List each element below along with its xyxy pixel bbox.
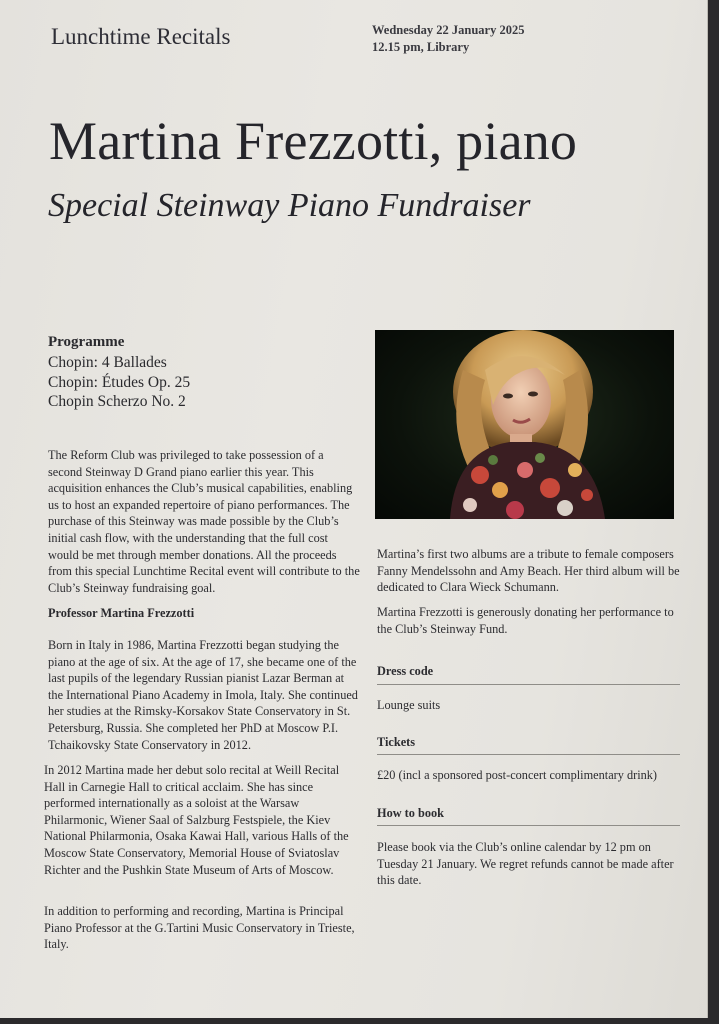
tickets-text: £20 (incl a sponsored post-concert complimentary drink)	[377, 768, 658, 782]
event-datetime	[372, 22, 524, 56]
event-date: Wednesday 22 January 2025	[372, 23, 525, 37]
biography-paragraph: In 2012 Martina made her debut solo recital at Weill Recital Hall in Carnegie Hall to critical acclaim. She has since performed internationally as a soloist at the Warsaw Philarmonic, Wiener Saal of Salzburg Festspiele, the Kiev National Philarmonia, Osaka Kawai Hall, various Halls of the Moscow State Conservatory, Memorial House of Sviatoslav Richter and the Pushkin State Museum of Arts of Moscow.	[44, 763, 349, 877]
programme-list	[48, 353, 190, 412]
programme-item: Chopin Scherzo No. 2	[48, 393, 186, 410]
booking-text: Please book via the Club’s online calendar by 12 pm on Tuesday 21 January. We regret refunds cannot be made after this date.	[377, 840, 674, 888]
programme-item: Chopin: 4 Ballades	[48, 354, 167, 371]
series-title: Lunchtime Recitals	[51, 24, 231, 49]
section-divider	[377, 684, 680, 685]
biography-paragraph: In addition to performing and recording, Martina is Principal Piano Professor at the G.Tartini Music Conservatory in Trieste, Italy.	[44, 904, 355, 952]
programme-item: Chopin: Études Op. 25	[48, 373, 191, 391]
dress-code-text: Lounge suits	[377, 698, 441, 712]
programme-heading: Programme	[48, 334, 125, 350]
event-subtitle: Special Steinway Piano Fundraiser	[48, 187, 531, 224]
performer-photo	[375, 330, 674, 519]
section-divider	[377, 754, 680, 755]
intro-paragraph: The Reform Club was privileged to take possession of a second Steinway D Grand piano earlier this year. This acquisition enhances the Club’s musical capabilities, enabling us to host an expanded repertoire of piano performances. The purchase of this Steinway was made possible by the Club’s initial cash flow, with the understanding that the full cost would be met through member donations. All the proceeds from this special Lunchtime Recital event will contribute to the Club’s Steinway fundraising goal.	[48, 448, 360, 595]
donation-paragraph: Martina Frezzotti is generously donating her performance to the Club’s Steinway Fund.	[377, 605, 674, 636]
event-time-place: 12.15 pm, Library	[372, 40, 470, 54]
dress-code-heading: Dress code	[377, 664, 434, 678]
biography-paragraph: Born in Italy in 1986, Martina Frezzotti began studying the piano at the age of six. At the age of 17, she became one of the last pupils of the legendary Russian pianist Lazar Berman at the International Piano Academy in Imola, Italy. She continued her studies at the Rimsky-Korsakov State Conservatory in St. Petersburg, Russia. She completed her PhD at Moscow P.I. Tchaikovsky State Conservatory in 2012.	[48, 638, 358, 752]
section-divider	[377, 825, 680, 826]
performer-title: Martina Frezzotti, piano	[49, 111, 578, 171]
tickets-heading: Tickets	[377, 735, 416, 749]
booking-heading: How to book	[377, 806, 444, 820]
albums-paragraph: Martina’s first two albums are a tribute to female composers Fanny Mendelssohn and Amy Beach. Her third album will be dedicated to Clara Wieck Schumann.	[377, 547, 680, 595]
biography-heading: Professor Martina Frezzotti	[48, 606, 195, 620]
